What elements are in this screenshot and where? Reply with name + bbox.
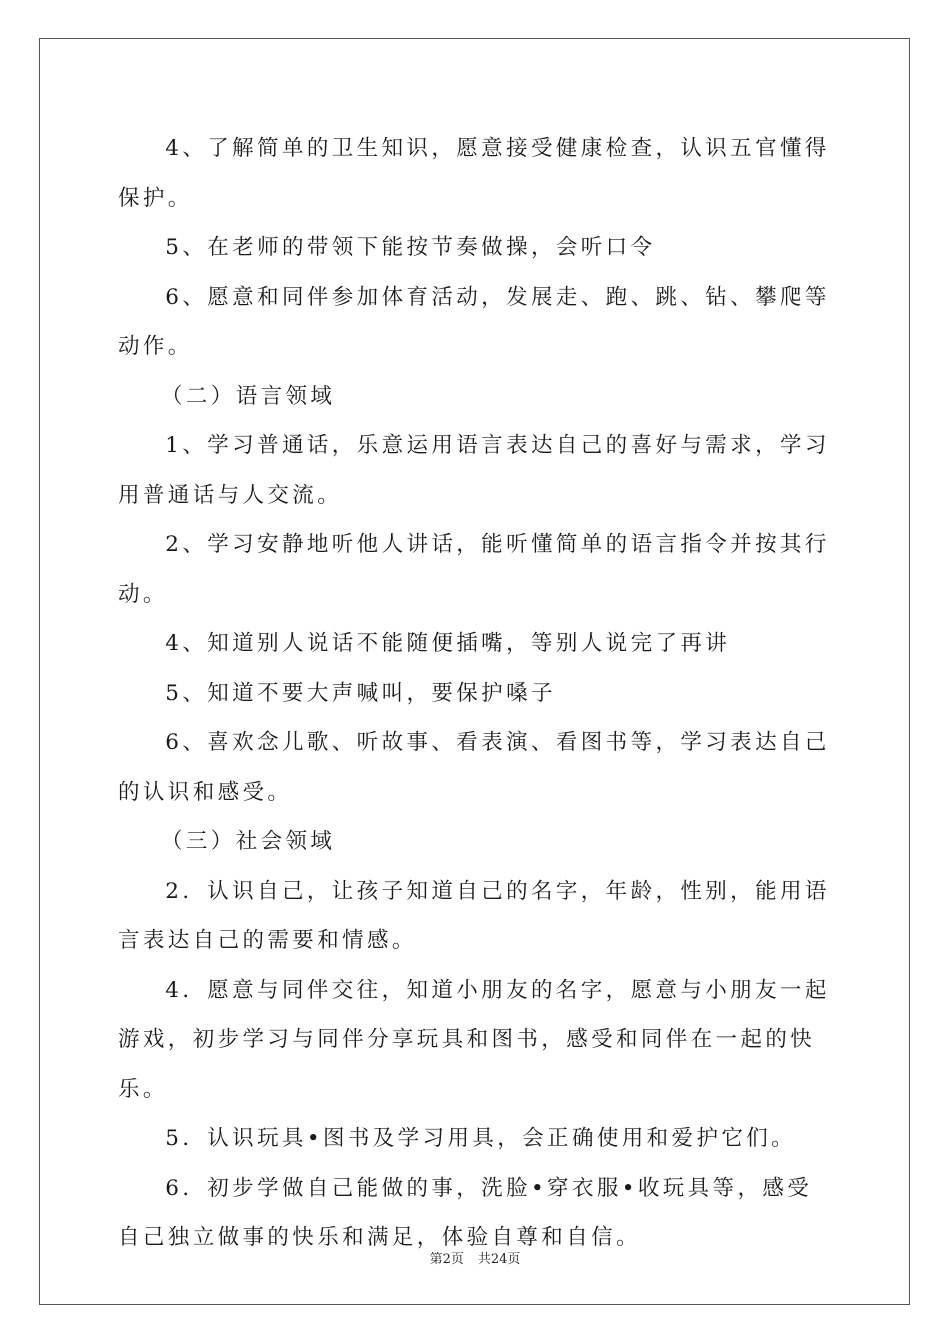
paragraph-language-6: 6、喜欢念儿歌、听故事、看表演、看图书等，学习表达自己的认识和感受。 [118, 730, 830, 805]
paragraph-health-6: 6、愿意和同伴参加体育活动，发展走、跑、跳、钻、攀爬等动作。 [118, 284, 830, 359]
paragraph-language-4: 4、知道别人说话不能随便插嘴，等别人说完了再讲 [165, 631, 731, 656]
page-total: 共24页 [477, 1252, 521, 1267]
paragraph-social-2: 2．认识自己，让孩子知道自己的名字，年龄，性别，能用语言表达自己的需要和情感。 [118, 878, 830, 953]
section-heading-language: （二）语言领域 [161, 383, 336, 409]
paragraph-language-1: 1、学习普通话，乐意运用语言表达自己的喜好与需求，学习用普通话与人交流。 [118, 433, 830, 508]
document-body [118, 124, 833, 1263]
page-number: 第2页 [429, 1252, 464, 1267]
paragraph-social-5: 5．认识玩具•图书及学习用具，会正确使用和爱护它们。 [165, 1126, 797, 1151]
paragraph-health-4: 4、了解简单的卫生知识，愿意接受健康检查，认识五官懂得保护。 [118, 136, 830, 211]
page-footer [0, 1248, 950, 1267]
paragraph-language-2: 2、学习安静地听他人讲话，能听懂简单的语言指令并按其行动。 [118, 532, 830, 607]
section-heading-social: （三）社会领域 [161, 829, 336, 854]
paragraph-social-4: 4．愿意与同伴交往，知道小朋友的名字，愿意与小朋友一起游戏，初步学习与同伴分享玩具和图书，感受和同伴在一起的快乐。 [118, 977, 830, 1102]
paragraph-language-5: 5、知道不要大声喊叫，要保护嗓子 [165, 680, 556, 706]
paragraph-social-6: 6．初步学做自己能做的事，洗脸•穿衣服•收玩具等，感受自己独立做事的快乐和满足，体验自尊和自信。 [118, 1175, 813, 1250]
paragraph-health-5: 5、在老师的带领下能按节奏做操，会听口令 [165, 235, 656, 260]
